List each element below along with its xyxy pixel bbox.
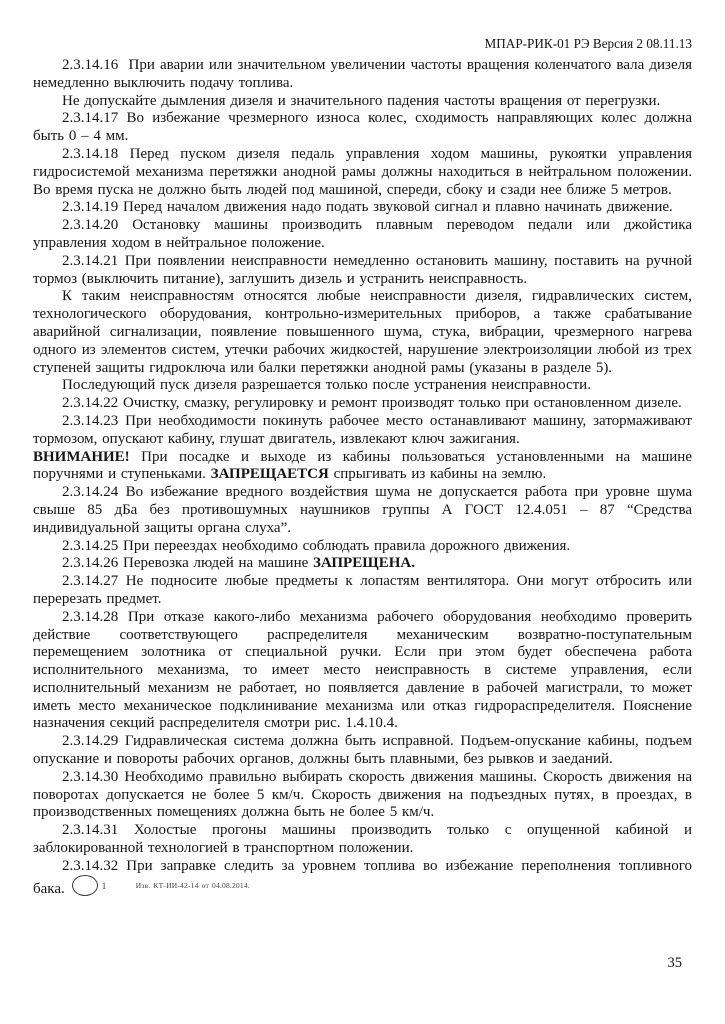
revision-stamp-note: Изв. КТ-ИИ-42-14 от 04.08.2014. xyxy=(135,880,250,890)
paragraph-text: К таким неисправностям относятся любые неисправности дизеля, гидравлических систем, технологического оборудования, контрольно-измерительных приборов, а также срабатывание аварийной сигнализации, появление повышенного шума, стука, вибрации, чрезмерного нагрева одного из элементов систем, утечки рабочих жидкостей, нарушение электроизоляции любой из трех ступеней защиты гидроключа или балки перетяжки анодной рамы (указаны в разделе 5). xyxy=(33,288,692,376)
paragraph-text: 2.3.14.30 Необходимо правильно выбирать скорость движения машины. Скорость движения на поворотах допускается не более 5 км/ч. Скорость движения на подъездных путях, в проездах, в производственных помещениях должна быть не более 5 км/ч. xyxy=(33,768,692,821)
paragraph-text: Последующий пуск дизеля разрешается только после устранения неисправности. xyxy=(62,377,591,394)
paragraph xyxy=(33,538,692,556)
paragraph xyxy=(33,57,692,93)
paragraph xyxy=(33,93,692,111)
paragraph-text: 2.3.14.16 При аварии или значительном увеличении частоты вращения коленчатого вала дизеля немедленно выключить подачу топлива. xyxy=(33,57,692,91)
paragraph-text: 2.3.14.24 Во избежание вредного воздействия шума не допускается работа при уровне шума свыше 85 дБа без противошумных наушников группы А ГОСТ 12.4.051 – 87 “Средства индивидуальной защиты органа слуха”. xyxy=(33,484,692,536)
paragraph xyxy=(33,733,692,769)
paragraph-text: 2.3.14.19 Перед началом движения надо подать звуковой сигнал и плавно начинать движение. xyxy=(62,199,673,216)
paragraph-text: 2.3.14.28 При отказе какого-либо механизма рабочего оборудования необходимо проверить действие соответствующего распределителя механическим возвратно-поступательным перемещением золотника от специальной ручки. Если при этом будет обеспечена работа исполнительного механизма, то имеет место неисправность в системе управления, если исполнительный механизм не работает, но появляется давление в рабочей магистрали, то может иметь место механическое подклинивание механизма или отказ гидрораспределителя. Пояснение назначения секций распределителя смотри рис. 1.4.10.4. xyxy=(33,608,692,732)
paragraph-text: спрыгивать из кабины на землю. xyxy=(328,466,547,483)
document-body xyxy=(33,57,692,898)
paragraph xyxy=(33,555,692,573)
paragraph xyxy=(33,858,692,899)
paragraph-text: 2.3.14.23 При необходимости покинуть рабочее место останавливают машину, затормаживают тормозом, опускают кабину, глушат двигатель, извлекают ключ зажигания. xyxy=(33,412,692,447)
revision-stamp xyxy=(65,876,250,893)
paragraph-text: 2.3.14.25 При переездах необходимо соблюдать правила дорожного движения. xyxy=(62,537,571,554)
paragraph xyxy=(33,395,692,413)
paragraph xyxy=(33,253,692,289)
paragraph xyxy=(33,288,692,377)
paragraph-bold-text: ЗАПРЕЩАЕТСЯ xyxy=(210,466,329,483)
paragraph xyxy=(33,769,692,822)
paragraph-text: 2.3.14.21 При появлении неисправности немедленно остановить машину, поставить на ручной тормоз (выключить питание), заглушить дизель и устранить неисправность. xyxy=(33,252,692,287)
paragraph-bold-text: ЗАПРЕЩЕНА. xyxy=(313,555,415,572)
paragraph-text: 2.3.14.17 Во избежание чрезмерного износа колес, сходимость направляющих колес должна быть 0 – 4 мм. xyxy=(33,110,692,145)
revision-stamp-number: 1 xyxy=(72,875,98,896)
paragraph-text: 2.3.14.26 Перевозка людей на машине xyxy=(62,555,314,572)
paragraph xyxy=(33,377,692,395)
paragraph-text: 2.3.14.22 Очистку, смазку, регулировку и ремонт производят только при остановленном дизеле. xyxy=(62,395,682,412)
paragraph xyxy=(33,573,692,609)
paragraph xyxy=(33,413,692,449)
paragraph xyxy=(33,217,692,253)
paragraph-text: 2.3.14.27 Не подносите любые предметы к лопастям вентилятора. Они могут отбросить или перерезать предмет. xyxy=(33,573,692,607)
page-number: 35 xyxy=(667,955,682,971)
paragraph-text: 2.3.14.32 При заправке следить за уровнем топлива во избежание переполнения топливного бака. xyxy=(33,857,692,897)
paragraph xyxy=(33,146,692,199)
paragraph-bold-text: ВНИМАНИЕ! xyxy=(33,448,142,465)
paragraph xyxy=(33,110,692,146)
paragraph xyxy=(33,609,692,734)
paragraph xyxy=(33,199,692,217)
paragraph xyxy=(33,484,692,537)
paragraph-text: При посадке и выходе из кабины пользоваться установленными на машине поручнями и ступеньками. xyxy=(33,448,692,483)
paragraph xyxy=(33,822,692,858)
paragraph-text: 2.3.14.29 Гидравлическая система должна быть исправной. Подъем-опускание кабины, подъем опускание и повороты рабочих органов, должны быть плавными, без рывков и заеданий. xyxy=(33,733,692,768)
document-header-ref: МПАР-РИК-01 РЭ Версия 2 08.11.13 xyxy=(484,36,692,51)
paragraph-text: 2.3.14.31 Холостые прогоны машины производить только с опущенной кабиной и заблокированной технологией в транспортном положении. xyxy=(33,822,692,857)
paragraph-text: 2.3.14.20 Остановку машины производить плавным переводом педали или джойстика управления ходом в нейтральное положение. xyxy=(33,217,692,251)
paragraph-text: 2.3.14.18 Перед пуском дизеля педаль управления ходом машины, рукоятки управления гидросистемой механизма перетяжки анодной рамы должны находиться в нейтральном положении. Во время пуска не должно быть людей под машиной, спереди, сбоку и сзади нее ближе 5 метров. xyxy=(33,145,692,198)
paragraph xyxy=(33,449,692,485)
paragraph-text: Не допускайте дымления дизеля и значительного падения частоты вращения от перегрузки. xyxy=(62,92,661,109)
